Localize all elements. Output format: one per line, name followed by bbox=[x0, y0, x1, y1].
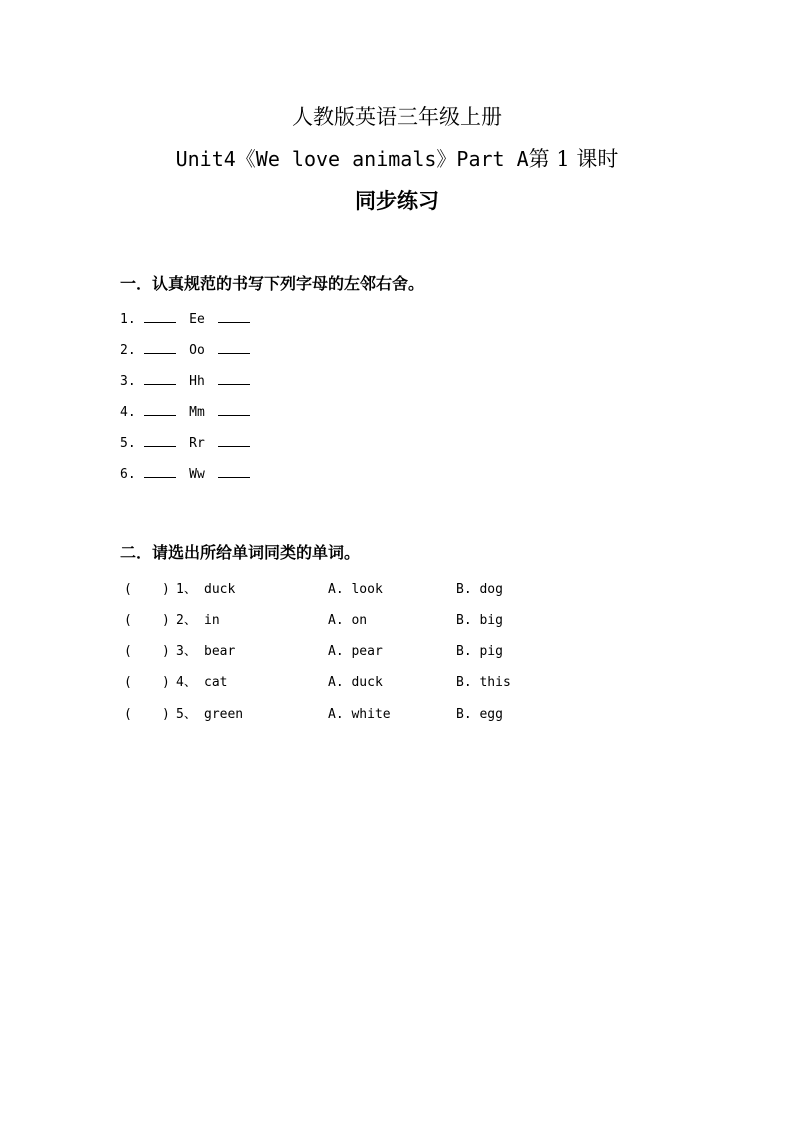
answer-blank-left[interactable] bbox=[144, 341, 176, 354]
question-word: duck bbox=[204, 582, 236, 597]
question-number: 5、 bbox=[176, 707, 197, 722]
question-number: 3、 bbox=[176, 644, 197, 659]
option-b: B. egg bbox=[456, 707, 503, 722]
answer-blank-left[interactable] bbox=[144, 372, 176, 385]
option-b: B. pig bbox=[456, 644, 503, 659]
letter-pair: Oo bbox=[189, 343, 205, 358]
option-b: B. this bbox=[456, 675, 511, 690]
question-number: 4、 bbox=[176, 675, 197, 690]
answer-paren-open[interactable]: ( bbox=[124, 613, 132, 628]
item-number: 2. bbox=[120, 343, 136, 358]
title-unit: Unit4《We love animals》Part A bbox=[175, 147, 529, 171]
title-line-1: 人教版英语三年级上册 bbox=[292, 105, 502, 129]
answer-paren-close: ) bbox=[162, 707, 170, 722]
answer-paren-open[interactable]: ( bbox=[124, 644, 132, 659]
answer-paren-open[interactable]: ( bbox=[124, 707, 132, 722]
letter-row bbox=[120, 465, 250, 485]
question-number: 2、 bbox=[176, 613, 197, 628]
letter-row bbox=[120, 403, 250, 423]
answer-paren-close: ) bbox=[162, 582, 170, 597]
title-lesson: 第 1 课时 bbox=[528, 147, 619, 171]
section-2-heading: 二．请选出所给单词同类的单词。 bbox=[120, 543, 361, 562]
answer-blank-left[interactable] bbox=[144, 403, 176, 416]
item-number: 3. bbox=[120, 374, 136, 389]
answer-blank-right[interactable] bbox=[218, 341, 250, 354]
answer-paren-close: ) bbox=[162, 644, 170, 659]
question-word: in bbox=[204, 613, 220, 628]
answer-blank-left[interactable] bbox=[144, 434, 176, 447]
title-line-3: 同步练习 bbox=[355, 188, 439, 213]
question-word: bear bbox=[204, 644, 236, 659]
option-b: B. big bbox=[456, 613, 503, 628]
answer-paren-open[interactable]: ( bbox=[124, 582, 132, 597]
title-line-2 bbox=[0, 145, 794, 173]
answer-blank-left[interactable] bbox=[144, 310, 176, 323]
letter-pair: Ee bbox=[189, 312, 205, 327]
option-a: A. white bbox=[328, 707, 391, 722]
section-1-heading: 一．认真规范的书写下列字母的左邻右舍。 bbox=[120, 274, 425, 293]
option-a: A. on bbox=[328, 613, 368, 628]
option-a: A. duck bbox=[328, 675, 383, 690]
question-number: 1、 bbox=[176, 582, 197, 597]
answer-blank-right[interactable] bbox=[218, 434, 250, 447]
question-word: green bbox=[204, 707, 244, 722]
answer-blank-right[interactable] bbox=[218, 403, 250, 416]
answer-blank-left[interactable] bbox=[144, 465, 176, 478]
letter-pair: Ww bbox=[189, 467, 205, 482]
answer-paren-open[interactable]: ( bbox=[124, 675, 132, 690]
item-number: 4. bbox=[120, 405, 136, 420]
item-number: 1. bbox=[120, 312, 136, 327]
question-word: cat bbox=[204, 675, 228, 690]
item-number: 5. bbox=[120, 436, 136, 451]
answer-paren-close: ) bbox=[162, 675, 170, 690]
item-number: 6. bbox=[120, 467, 136, 482]
letter-row bbox=[120, 310, 250, 330]
letter-pair: Mm bbox=[189, 405, 205, 420]
letter-row bbox=[120, 341, 250, 361]
letter-pair: Hh bbox=[189, 374, 205, 389]
option-a: A. pear bbox=[328, 644, 383, 659]
answer-blank-right[interactable] bbox=[218, 465, 250, 478]
answer-blank-right[interactable] bbox=[218, 372, 250, 385]
letter-row bbox=[120, 372, 250, 392]
option-a: A. look bbox=[328, 582, 383, 597]
answer-paren-close: ) bbox=[162, 613, 170, 628]
answer-blank-right[interactable] bbox=[218, 310, 250, 323]
letter-pair: Rr bbox=[189, 436, 205, 451]
letter-row bbox=[120, 434, 250, 454]
option-b: B. dog bbox=[456, 582, 503, 597]
